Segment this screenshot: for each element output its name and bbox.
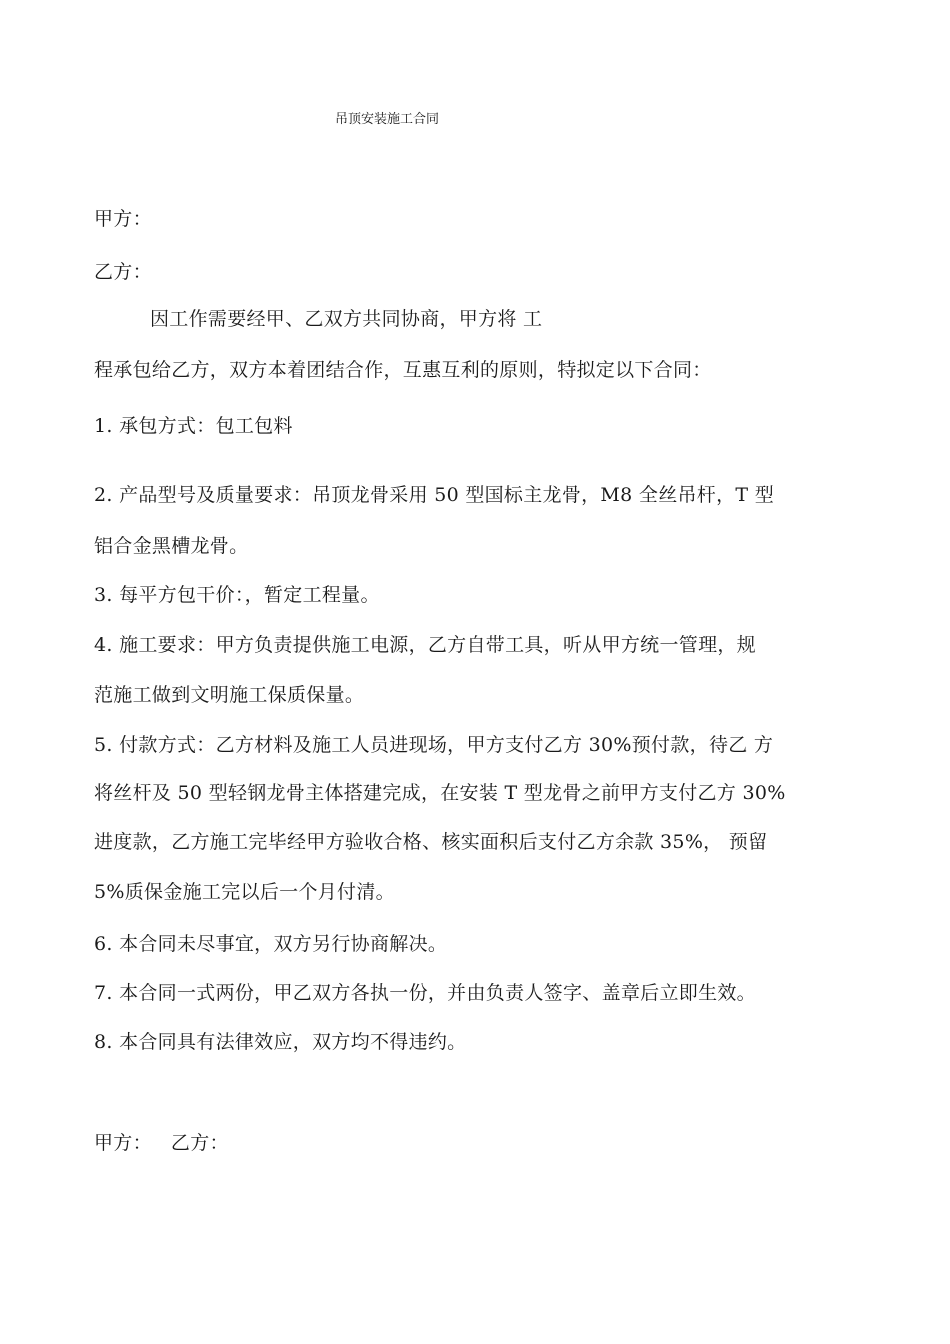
clause-5-line-2: 将丝杆及 50 型轻钢龙骨主体搭建完成，在安装 T 型龙骨之前甲方支付乙方 30%: [94, 782, 786, 804]
party-a-label: 甲方：: [94, 208, 152, 230]
clause-4-line-2: 范施工做到文明施工保质保量。: [94, 684, 365, 706]
clause-4-line-1: 4. 施工要求：甲方负责提供施工电源，乙方自带工具，听从甲方统一管理，规: [94, 634, 756, 656]
clause-2-line-2: 铝合金黑槽龙骨。: [94, 535, 249, 557]
clause-5-line-3: 进度款，乙方施工完毕经甲方验收合格、核实面积后支付乙方余款 35%， 预留: [94, 831, 768, 853]
clause-3: 3. 每平方包干价：，暂定工程量。: [94, 584, 380, 606]
clause-5-line-4: 5%质保金施工完以后一个月付清。: [94, 881, 395, 903]
clause-1: 1. 承包方式：包工包料: [94, 415, 293, 437]
clause-8: 8. 本合同具有法律效应，双方均不得违约。: [94, 1031, 467, 1053]
intro-paragraph-line-1: 因工作需要经甲、乙双方共同协商，甲方将 工: [150, 308, 543, 330]
clause-2-line-1: 2. 产品型号及质量要求：吊顶龙骨采用 50 型国标主龙骨，M8 全丝吊杆，T 型: [94, 484, 775, 506]
clause-5-line-1: 5. 付款方式：乙方材料及施工人员进现场，甲方支付乙方 30%预付款，待乙 方: [94, 734, 774, 756]
intro-paragraph-line-2: 程承包给乙方，双方本着团结合作，互惠互利的原则，特拟定以下合同：: [94, 359, 712, 381]
clause-6: 6. 本合同未尽事宜，双方另行协商解决。: [94, 933, 448, 955]
signature-line: 甲方： 乙方：: [94, 1132, 229, 1154]
clause-7: 7. 本合同一式两份，甲乙双方各执一份，并由负责人签字、盖章后立即生效。: [94, 982, 756, 1004]
document-title: 吊顶安装施工合同: [335, 112, 440, 127]
party-b-label: 乙方：: [94, 261, 152, 283]
